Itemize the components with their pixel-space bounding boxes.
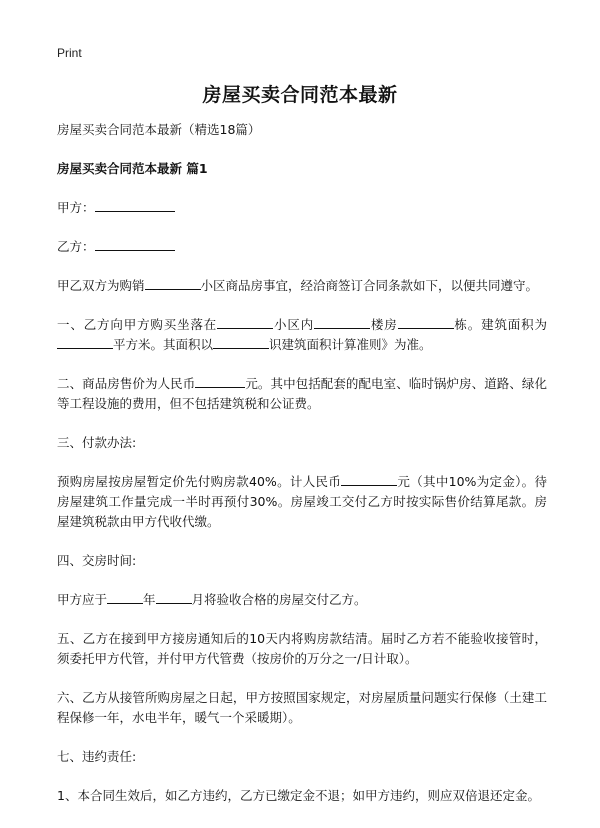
clause-4-year-blank	[107, 590, 143, 604]
clause-4-text-1: 甲方应于	[57, 592, 108, 607]
clause-1-blank-3	[398, 315, 454, 329]
clause-2-text-2: 元。其中包括配套的配电室、临时锅炉房、道路、绿化等工程设施的费用，但不包括建筑税和公证费。	[57, 376, 547, 411]
party-a-blank	[95, 198, 175, 212]
clause-1-blank-4	[57, 335, 113, 349]
clause-4-text-2: 年	[143, 592, 156, 607]
section-heading: 房屋买卖合同范本最新 篇1	[57, 161, 208, 176]
clause-2-blank	[195, 374, 245, 388]
intro-text-1: 甲乙双方为购销	[57, 278, 145, 293]
clause-3-body	[57, 472, 547, 532]
clause-3-blank	[341, 472, 397, 486]
clause-1-text-1: 一、乙方向甲方购买坐落在	[57, 317, 218, 332]
clause-7-item-1: 1、本合同生效后，如乙方违约，乙方已缴定金不退；如甲方违约，则应双倍退还定金。	[57, 788, 540, 803]
clause-4-text-3: 月将验收合格的房屋交付乙方。	[191, 592, 367, 607]
document-subtitle: 房屋买卖合同范本最新（精选18篇）	[57, 122, 261, 137]
clause-2-text-1: 二、商品房售价为人民币	[57, 376, 196, 391]
clause-3-text-2: 元（其中10%为定金）。待房屋建筑工作量完成一半时再预付30%。房屋竣工交付乙方时按实际售价结算尾款。房屋建筑税款由甲方代收代缴。	[57, 474, 547, 529]
clause-1-text-2: 小区内	[273, 317, 315, 332]
clause-1-text-4: 栋。建筑面积为	[453, 317, 547, 332]
party-b-label: 乙方：	[57, 239, 95, 254]
clause-1-text-6: 识建筑面积计算准则》为准。	[269, 337, 432, 352]
clause-3-heading: 三、付款办法:	[57, 435, 137, 450]
print-link[interactable]: Print	[57, 46, 82, 60]
clause-1-blank-1	[217, 315, 273, 329]
clause-4-heading: 四、交房时间:	[57, 553, 137, 568]
clause-4-month-blank	[156, 590, 192, 604]
clause-1	[57, 315, 547, 355]
clause-6: 六、乙方从接管所购房屋之日起，甲方按照国家规定，对房屋质量问题实行保修（土建工程保修一年，水电半年，暖气一个采暖期）。	[57, 690, 547, 725]
clause-1-blank-2	[314, 315, 370, 329]
party-a-line	[57, 198, 547, 218]
clause-1-text-3: 楼房	[370, 317, 398, 332]
intro-blank	[145, 276, 201, 290]
document-body	[57, 120, 547, 825]
clause-2	[57, 374, 547, 414]
clause-1-text-5: 平方米。其面积以	[113, 337, 214, 352]
clause-5: 五、乙方在接到甲方接房通知后的10天内将购房款结清。届时乙方若不能验收接管时，须委托甲方代管，并付甲方代管费（按房价的万分之一/日计取）。	[57, 631, 547, 666]
clause-3-text-1: 预购房屋按房屋暂定价先付购房款40%。计人民币	[57, 474, 342, 489]
clause-4-body	[57, 590, 547, 610]
party-b-blank	[95, 237, 175, 251]
clause-7-heading: 七、违约责任:	[57, 749, 137, 764]
page-title: 房屋买卖合同范本最新	[202, 84, 398, 106]
intro-text-2: 小区商品房事宜，经洽商签订合同条款如下，以便共同遵守。	[200, 278, 539, 293]
intro-paragraph	[57, 276, 547, 296]
clause-1-blank-5	[213, 335, 269, 349]
party-a-label: 甲方：	[57, 200, 95, 215]
party-b-line	[57, 237, 547, 257]
